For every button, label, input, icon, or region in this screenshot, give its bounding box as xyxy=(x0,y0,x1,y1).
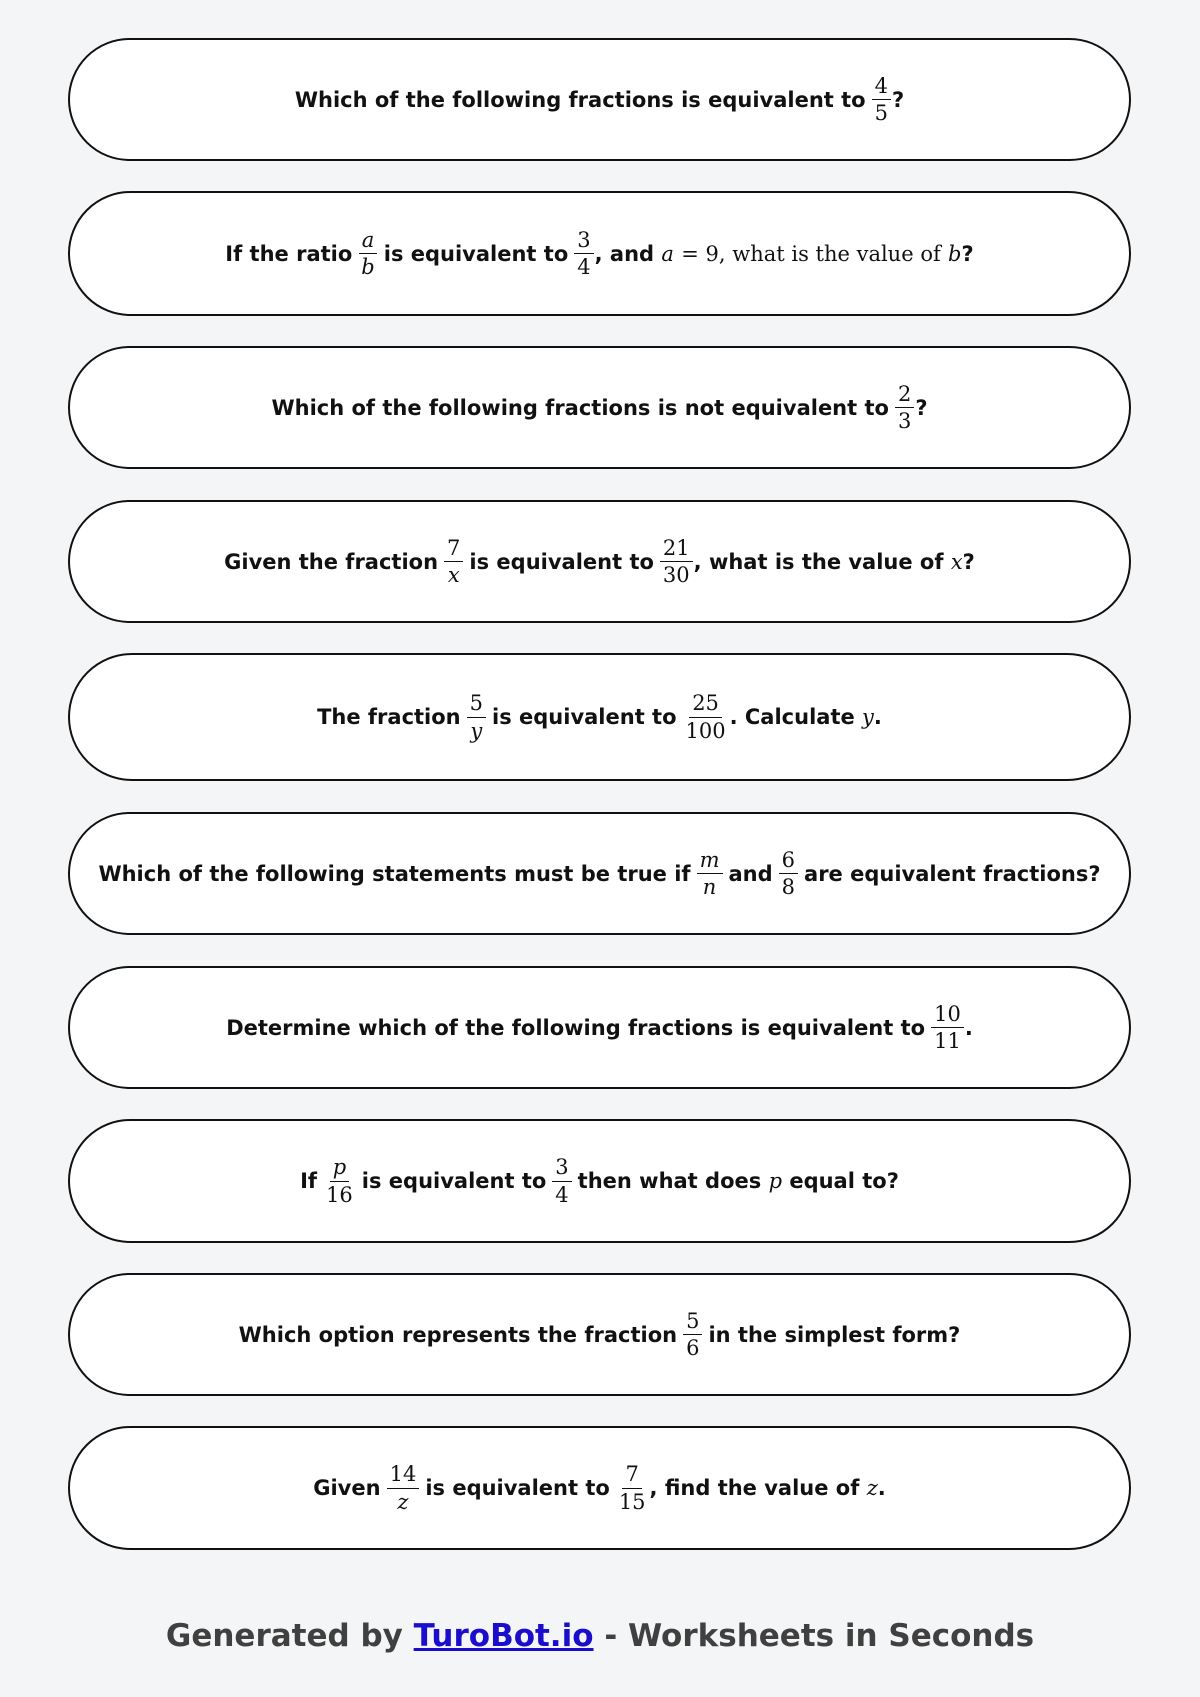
fraction xyxy=(358,228,377,279)
fraction-numerator: 3 xyxy=(552,1155,571,1181)
fraction-numerator: p xyxy=(330,1155,349,1181)
question-text: are equivalent fractions? xyxy=(804,861,1101,886)
question-text: Given the fraction xyxy=(224,549,439,574)
fraction-denominator: z xyxy=(397,1489,409,1514)
question-text: Which of the following fractions is not equivalent to xyxy=(271,395,889,420)
question-text: . xyxy=(964,1015,973,1040)
question-text: . Calculate xyxy=(729,705,855,729)
question-text: , and xyxy=(594,241,655,266)
fraction xyxy=(683,691,729,742)
fraction-denominator: 8 xyxy=(781,875,796,899)
footer xyxy=(0,1618,1200,1654)
question-text: ? xyxy=(915,395,928,420)
question-card[interactable] xyxy=(68,500,1131,623)
fraction-numerator: m xyxy=(697,848,723,874)
fraction-denominator: 15 xyxy=(618,1489,646,1514)
math-variable: a xyxy=(661,241,674,266)
question-card[interactable] xyxy=(68,653,1131,781)
fraction xyxy=(660,536,693,587)
math-variable: b xyxy=(948,241,962,266)
question-text: Which of the following statements must be true if xyxy=(98,861,691,886)
fraction xyxy=(387,1462,420,1513)
fraction-numerator: 4 xyxy=(872,74,891,100)
question-text: ? xyxy=(962,549,975,574)
question-text: in the simplest form? xyxy=(708,1322,961,1347)
question-text: If the ratio xyxy=(225,241,353,266)
question-text: is equivalent to xyxy=(469,549,654,574)
fraction xyxy=(323,1155,356,1206)
fraction-numerator: 10 xyxy=(931,1002,964,1028)
fraction-denominator: 100 xyxy=(685,718,726,743)
question-card[interactable] xyxy=(68,38,1131,161)
fraction xyxy=(444,536,463,587)
math-variable: z xyxy=(866,1476,878,1500)
fraction xyxy=(872,74,891,125)
question-text: , what is the value of xyxy=(693,549,944,574)
question-text: , find the value of xyxy=(649,1476,860,1500)
fraction-numerator: 3 xyxy=(574,228,593,254)
question-text: = 9, what is the value of xyxy=(681,241,941,266)
fraction-numerator: 5 xyxy=(467,691,486,717)
fraction-denominator: 4 xyxy=(577,255,591,279)
fraction-denominator: 30 xyxy=(662,563,690,587)
fraction-denominator: 4 xyxy=(555,1182,569,1207)
question-card[interactable] xyxy=(68,1119,1131,1243)
question-card[interactable] xyxy=(68,1426,1131,1550)
question-card[interactable] xyxy=(68,1273,1131,1396)
question-text: ? xyxy=(891,87,905,112)
fraction-denominator: b xyxy=(361,255,375,279)
question-text: is equivalent to xyxy=(492,705,677,729)
question-card[interactable] xyxy=(68,812,1131,935)
fraction xyxy=(616,1462,649,1513)
math-variable: y xyxy=(862,705,874,729)
question-card[interactable] xyxy=(68,966,1131,1089)
question-text: The fraction xyxy=(317,705,461,729)
question-text: then what does xyxy=(577,1169,762,1193)
fraction-numerator: 21 xyxy=(660,536,693,562)
question-card[interactable] xyxy=(68,346,1131,469)
fraction-denominator: 6 xyxy=(686,1336,700,1360)
fraction-numerator: 14 xyxy=(387,1462,420,1488)
fraction-denominator: 3 xyxy=(897,409,912,433)
fraction-numerator: 25 xyxy=(689,691,722,717)
footer-prefix: Generated by xyxy=(165,1618,403,1654)
fraction-numerator: 7 xyxy=(622,1462,641,1488)
question-text: equal to? xyxy=(789,1169,899,1193)
question-text: . xyxy=(877,1476,886,1500)
question-text: Determine which of the following fractions is equivalent to xyxy=(226,1015,926,1040)
fraction-denominator: y xyxy=(470,718,483,743)
fraction-numerator: a xyxy=(359,228,378,254)
math-variable: x xyxy=(950,549,963,574)
question-text: is equivalent to xyxy=(361,1169,547,1193)
turobot-link[interactable]: TuroBot.io xyxy=(413,1618,594,1654)
fraction-denominator: n xyxy=(702,875,717,899)
question-text: Which option represents the fraction xyxy=(238,1322,678,1347)
question-text: ? xyxy=(961,241,974,266)
fraction xyxy=(895,382,914,433)
question-text: and xyxy=(728,861,773,886)
fraction-numerator: 5 xyxy=(683,1309,702,1335)
question-card[interactable] xyxy=(68,191,1131,316)
fraction xyxy=(779,848,798,899)
question-text: is equivalent to xyxy=(425,1476,610,1500)
fraction-denominator: 16 xyxy=(326,1182,353,1207)
fraction xyxy=(931,1002,964,1053)
footer-suffix: - Worksheets in Seconds xyxy=(604,1618,1035,1654)
fraction-denominator: x xyxy=(447,563,460,587)
question-text: . xyxy=(873,705,882,729)
fraction xyxy=(574,228,593,279)
question-text: Which of the following fractions is equivalent to xyxy=(294,87,866,112)
question-text: If xyxy=(300,1169,318,1193)
fraction-numerator: 2 xyxy=(895,382,914,408)
fraction xyxy=(683,1309,702,1360)
fraction xyxy=(552,1155,571,1206)
math-variable: p xyxy=(768,1169,783,1193)
question-text: Given xyxy=(313,1476,381,1500)
fraction-numerator: 6 xyxy=(779,848,798,874)
question-text: is equivalent to xyxy=(383,241,569,266)
fraction-numerator: 7 xyxy=(444,536,463,562)
fraction-denominator: 5 xyxy=(874,101,888,125)
fraction-denominator: 11 xyxy=(934,1029,961,1053)
fraction xyxy=(467,691,486,742)
fraction xyxy=(697,848,723,899)
